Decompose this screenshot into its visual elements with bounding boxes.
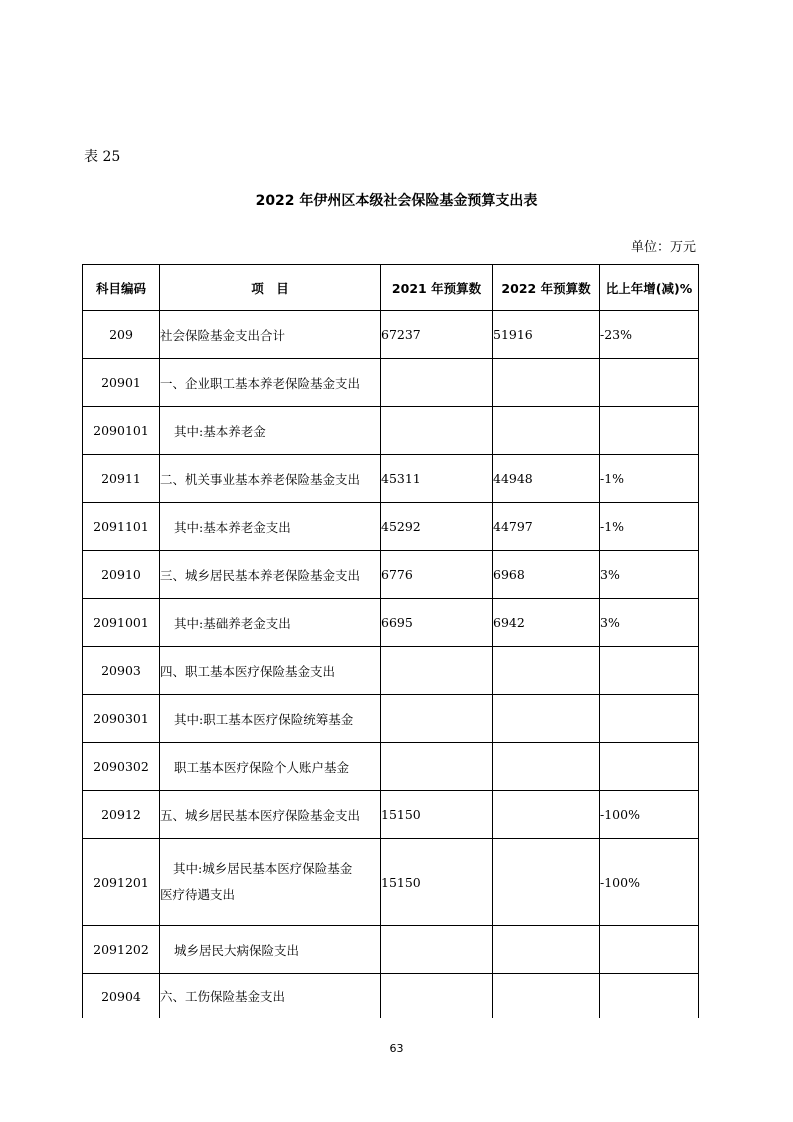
item-cell: 其中:职工基本医疗保险统筹基金 [160, 695, 381, 743]
value-2022-cell: 44797 [493, 503, 600, 551]
value-2021-cell [381, 407, 493, 455]
change-cell: -23% [600, 311, 699, 359]
value-2021-cell: 45292 [381, 503, 493, 551]
budget-table [82, 264, 699, 1018]
item-cell: 其中:基本养老金 [160, 407, 381, 455]
document-title: 2022 年伊州区本级社会保险基金预算支出表 [255, 193, 538, 209]
value-2021-cell: 6776 [381, 551, 493, 599]
value-2022-cell: 44948 [493, 455, 600, 503]
table-row [83, 791, 699, 839]
header-change: 比上年增(减)% [600, 265, 699, 311]
item-cell: 其中:基本养老金支出 [160, 503, 381, 551]
code-cell: 20904 [83, 974, 160, 1019]
change-cell: -1% [600, 455, 699, 503]
value-2022-cell [493, 839, 600, 926]
value-2022-cell [493, 974, 600, 1019]
item-cell [160, 839, 381, 926]
code-cell: 2091202 [83, 926, 160, 974]
table-label: 表 25 [84, 149, 121, 165]
item-cell: 六、工伤保险基金支出 [160, 974, 381, 1019]
item-cell: 二、机关事业基本养老保险基金支出 [160, 455, 381, 503]
change-cell: -100% [600, 791, 699, 839]
header-2021: 2021 年预算数 [381, 265, 493, 311]
value-2021-cell: 45311 [381, 455, 493, 503]
item-cell: 城乡居民大病保险支出 [160, 926, 381, 974]
value-2022-cell [493, 359, 600, 407]
code-cell: 2091201 [83, 839, 160, 926]
value-2021-cell: 67237 [381, 311, 493, 359]
table-row [83, 974, 699, 1019]
value-2022-cell [493, 926, 600, 974]
change-cell [600, 926, 699, 974]
value-2022-cell [493, 647, 600, 695]
change-cell [600, 695, 699, 743]
header-2022: 2022 年预算数 [493, 265, 600, 311]
value-2022-cell: 6942 [493, 599, 600, 647]
value-2022-cell [493, 791, 600, 839]
header-code: 科目编码 [83, 265, 160, 311]
page-number: 63 [389, 1042, 404, 1055]
value-2021-cell [381, 743, 493, 791]
code-cell: 2090301 [83, 695, 160, 743]
change-cell [600, 743, 699, 791]
code-cell: 209 [83, 311, 160, 359]
change-cell: 3% [600, 599, 699, 647]
value-2021-cell: 15150 [381, 839, 493, 926]
change-cell: -1% [600, 503, 699, 551]
table-row [83, 926, 699, 974]
table-row [83, 647, 699, 695]
code-cell: 2091101 [83, 503, 160, 551]
table-row [83, 599, 699, 647]
code-cell: 2091001 [83, 599, 160, 647]
change-cell: -100% [600, 839, 699, 926]
item-cell: 四、职工基本医疗保险基金支出 [160, 647, 381, 695]
item-line: 医疗待遇支出 [160, 887, 236, 902]
table-row [83, 359, 699, 407]
value-2022-cell [493, 743, 600, 791]
value-2022-cell [493, 407, 600, 455]
code-cell: 20910 [83, 551, 160, 599]
value-2022-cell [493, 695, 600, 743]
table-row [83, 695, 699, 743]
header-item: 项 目 [160, 265, 381, 311]
table-row [83, 407, 699, 455]
item-line: 其中:城乡居民基本医疗保险基金 [173, 861, 353, 876]
value-2021-cell [381, 974, 493, 1019]
item-cell: 社会保险基金支出合计 [160, 311, 381, 359]
table-row [83, 839, 699, 926]
change-cell [600, 407, 699, 455]
value-2021-cell [381, 695, 493, 743]
table-row [83, 311, 699, 359]
item-cell: 五、城乡居民基本医疗保险基金支出 [160, 791, 381, 839]
change-cell: 3% [600, 551, 699, 599]
table-row [83, 551, 699, 599]
value-2021-cell [381, 647, 493, 695]
code-cell: 20912 [83, 791, 160, 839]
table-row [83, 455, 699, 503]
value-2021-cell [381, 926, 493, 974]
value-2021-cell [381, 359, 493, 407]
table-row [83, 743, 699, 791]
code-cell: 20901 [83, 359, 160, 407]
change-cell [600, 974, 699, 1019]
code-cell: 20911 [83, 455, 160, 503]
table-row [83, 503, 699, 551]
item-cell: 职工基本医疗保险个人账户基金 [160, 743, 381, 791]
change-cell [600, 647, 699, 695]
code-cell: 20903 [83, 647, 160, 695]
value-2022-cell: 6968 [493, 551, 600, 599]
value-2021-cell: 6695 [381, 599, 493, 647]
header-row [83, 265, 699, 311]
item-cell: 一、企业职工基本养老保险基金支出 [160, 359, 381, 407]
value-2021-cell: 15150 [381, 791, 493, 839]
code-cell: 2090302 [83, 743, 160, 791]
item-cell: 三、城乡居民基本养老保险基金支出 [160, 551, 381, 599]
code-cell: 2090101 [83, 407, 160, 455]
item-cell: 其中:基础养老金支出 [160, 599, 381, 647]
change-cell [600, 359, 699, 407]
value-2022-cell: 51916 [493, 311, 600, 359]
unit-label: 单位：万元 [630, 240, 696, 255]
